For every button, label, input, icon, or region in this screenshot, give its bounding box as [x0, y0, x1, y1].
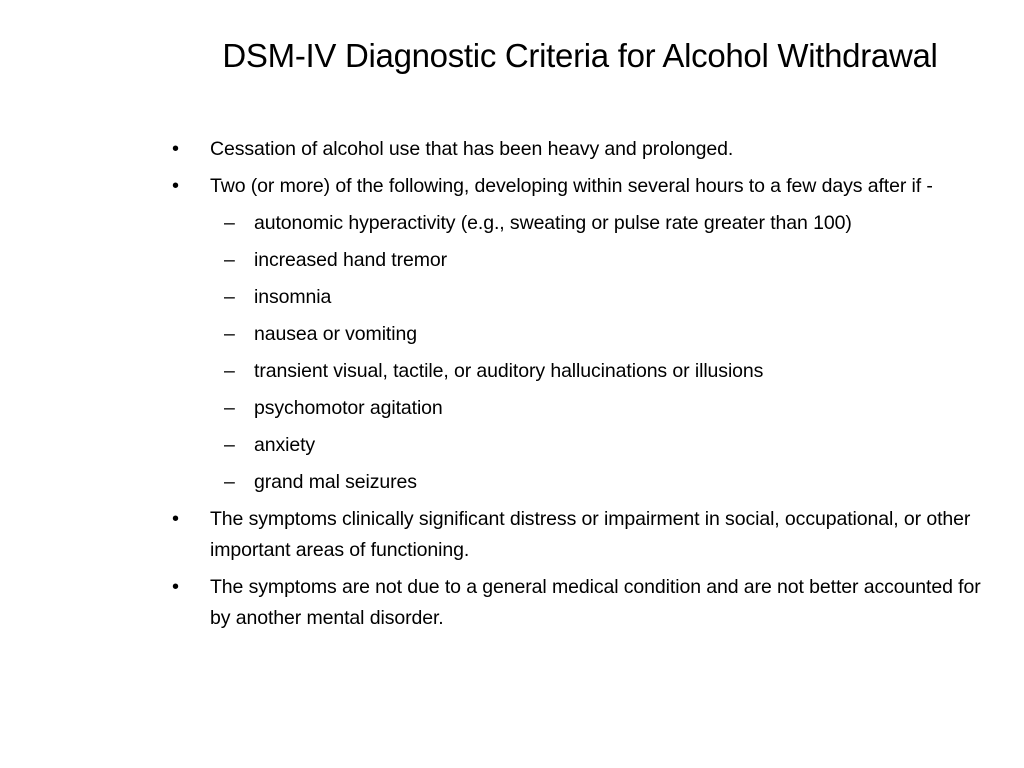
sub-bullet-marker: –	[224, 212, 235, 234]
sub-bullet-text: grand mal seizures	[254, 471, 417, 493]
sub-bullet-item	[166, 245, 1006, 276]
sub-bullet-marker: –	[224, 471, 235, 493]
bullet-item	[166, 572, 1006, 634]
bullet-marker: •	[172, 175, 179, 197]
sub-bullet-text: psychomotor agitation	[254, 397, 443, 419]
bullet-text: Two (or more) of the following, developing within several hours to a few days after if -	[210, 175, 933, 197]
sub-bullet-marker: –	[224, 249, 235, 271]
sub-bullet-marker: –	[224, 286, 235, 308]
bullet-marker: •	[172, 576, 179, 598]
sub-bullet-item	[166, 319, 1006, 350]
sub-bullet-marker: –	[224, 397, 235, 419]
bullet-item	[166, 171, 1006, 202]
sub-bullet-text: transient visual, tactile, or auditory hallucinations or illusions	[254, 360, 764, 382]
sub-bullet-marker: –	[224, 360, 235, 382]
bullet-item	[166, 504, 1006, 566]
bullet-text: The symptoms clinically significant distress or impairment in social, occupational, or other important areas of functioning.	[210, 508, 971, 561]
slide-title: DSM-IV Diagnostic Criteria for Alcohol Withdrawal	[222, 37, 938, 74]
sub-bullet-text: anxiety	[254, 434, 316, 456]
sub-bullet-text: increased hand tremor	[254, 249, 448, 271]
bullet-text: Cessation of alcohol use that has been heavy and prolonged.	[210, 138, 734, 160]
slide-body	[166, 134, 1006, 640]
bullet-marker: •	[172, 138, 179, 160]
sub-bullet-item	[166, 467, 1006, 498]
bullet-text: The symptoms are not due to a general medical condition and are not better accounted for by another mental disorder.	[210, 576, 981, 629]
sub-bullet-text: autonomic hyperactivity (e.g., sweating or pulse rate greater than 100)	[254, 212, 852, 234]
sub-bullet-text: nausea or vomiting	[254, 323, 417, 345]
sub-bullet-text: insomnia	[254, 286, 332, 308]
sub-bullet-marker: –	[224, 323, 235, 345]
sub-bullet-item	[166, 208, 1006, 239]
sub-bullet-item	[166, 430, 1006, 461]
sub-bullet-item	[166, 356, 1006, 387]
sub-bullet-item	[166, 393, 1006, 424]
sub-bullet-marker: –	[224, 434, 235, 456]
bullet-item	[166, 134, 1006, 165]
bullet-marker: •	[172, 508, 179, 530]
sub-bullet-item	[166, 282, 1006, 313]
